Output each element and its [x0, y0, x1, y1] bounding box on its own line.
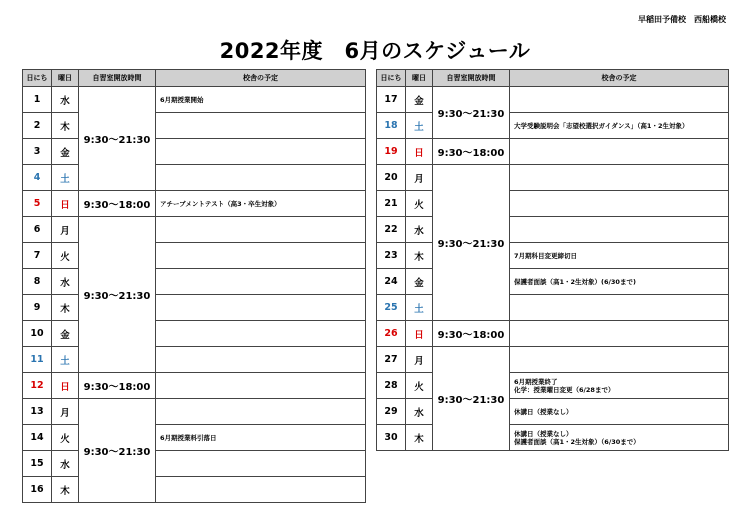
school-name: 早稲田予備校 西船橋校 [638, 15, 726, 24]
schedule-row [377, 321, 729, 347]
day-cell: 25 [377, 295, 406, 321]
weekday-cell: 月 [52, 399, 79, 425]
day-cell: 4 [23, 165, 52, 191]
weekday-cell: 木 [406, 243, 433, 269]
weekday-cell: 木 [52, 113, 79, 139]
header-study-hours: 自習室開放時間 [433, 70, 510, 87]
event-cell [156, 165, 366, 191]
weekday-cell: 木 [406, 425, 433, 451]
schedule-row [23, 477, 366, 503]
schedule-row [377, 425, 729, 451]
event-cell [156, 477, 366, 503]
header-weekday: 曜日 [406, 70, 433, 87]
day-cell: 19 [377, 139, 406, 165]
weekday-cell: 水 [52, 451, 79, 477]
schedule-row [377, 139, 729, 165]
schedule-row [23, 113, 366, 139]
weekday-cell: 月 [406, 347, 433, 373]
event-cell: 休講日（授業なし） [510, 399, 729, 425]
day-cell: 6 [23, 217, 52, 243]
day-cell: 29 [377, 399, 406, 425]
schedule-row [377, 269, 729, 295]
event-cell [510, 191, 729, 217]
weekday-cell: 水 [52, 87, 79, 113]
study-hours-cell: 9:30～21:30 [433, 87, 510, 139]
day-cell: 22 [377, 217, 406, 243]
study-hours-cell: 9:30～18:00 [79, 191, 156, 217]
study-hours-cell: 9:30～21:30 [433, 347, 510, 451]
schedule-row [23, 451, 366, 477]
day-cell: 17 [377, 87, 406, 113]
event-cell [156, 321, 366, 347]
day-cell: 15 [23, 451, 52, 477]
schedule-row [23, 139, 366, 165]
event-cell: 休講日（授業なし） 保護者面談（高1・2生対象）（6/30まで） [510, 425, 729, 451]
day-cell: 23 [377, 243, 406, 269]
weekday-cell: 土 [52, 347, 79, 373]
event-cell [510, 217, 729, 243]
day-cell: 3 [23, 139, 52, 165]
header-events: 校舎の予定 [510, 70, 729, 87]
event-cell [510, 347, 729, 373]
event-cell [510, 321, 729, 347]
weekday-cell: 火 [406, 191, 433, 217]
study-hours-cell: 9:30～18:00 [79, 373, 156, 399]
day-cell: 26 [377, 321, 406, 347]
event-cell [156, 347, 366, 373]
day-cell: 13 [23, 399, 52, 425]
day-cell: 20 [377, 165, 406, 191]
header-date: 日にち [377, 70, 406, 87]
header-study-hours: 自習室開放時間 [79, 70, 156, 87]
event-cell [156, 295, 366, 321]
day-cell: 12 [23, 373, 52, 399]
weekday-cell: 木 [52, 295, 79, 321]
event-cell [156, 373, 366, 399]
table-header-row [23, 70, 366, 87]
weekday-cell: 水 [406, 217, 433, 243]
header-date: 日にち [23, 70, 52, 87]
weekday-cell: 日 [406, 139, 433, 165]
study-hours-cell: 9:30～21:30 [433, 165, 510, 321]
event-cell [510, 87, 729, 113]
weekday-cell: 水 [406, 399, 433, 425]
schedule-row [23, 269, 366, 295]
study-hours-cell: 9:30～18:00 [433, 321, 510, 347]
event-cell [156, 399, 366, 425]
day-cell: 11 [23, 347, 52, 373]
table-header-row [377, 70, 729, 87]
event-cell [156, 217, 366, 243]
study-hours-cell: 9:30～18:00 [433, 139, 510, 165]
event-cell [156, 451, 366, 477]
day-cell: 10 [23, 321, 52, 347]
schedule-row [23, 425, 366, 451]
weekday-cell: 火 [52, 425, 79, 451]
day-cell: 2 [23, 113, 52, 139]
schedule-row [377, 399, 729, 425]
event-cell [156, 113, 366, 139]
weekday-cell: 金 [406, 87, 433, 113]
day-cell: 28 [377, 373, 406, 399]
event-cell: 6月期授業開始 [156, 87, 366, 113]
schedule-row [23, 217, 366, 243]
event-cell [510, 295, 729, 321]
event-cell: 6月期授業終了 化学：授業曜日変更（6/28まで） [510, 373, 729, 399]
schedule-row [23, 373, 366, 399]
schedule-table-right [376, 69, 729, 451]
schedule-row [377, 113, 729, 139]
event-cell: 7月期科目変更締切日 [510, 243, 729, 269]
day-cell: 24 [377, 269, 406, 295]
day-cell: 9 [23, 295, 52, 321]
weekday-cell: 木 [52, 477, 79, 503]
weekday-cell: 水 [52, 269, 79, 295]
study-hours-cell: 9:30～21:30 [79, 217, 156, 373]
weekday-cell: 日 [406, 321, 433, 347]
weekday-cell: 日 [52, 191, 79, 217]
header-weekday: 曜日 [52, 70, 79, 87]
event-cell [156, 269, 366, 295]
day-cell: 7 [23, 243, 52, 269]
header-events: 校舎の予定 [156, 70, 366, 87]
schedule-row [377, 217, 729, 243]
study-hours-cell: 9:30～21:30 [79, 87, 156, 191]
weekday-cell: 土 [406, 295, 433, 321]
schedule-row [377, 87, 729, 113]
weekday-cell: 金 [406, 269, 433, 295]
schedule-row [23, 191, 366, 217]
weekday-cell: 土 [52, 165, 79, 191]
study-hours-cell: 9:30～21:30 [79, 399, 156, 503]
weekday-cell: 月 [52, 217, 79, 243]
schedule-row [23, 243, 366, 269]
schedule-table-left [22, 69, 366, 503]
weekday-cell: 火 [406, 373, 433, 399]
weekday-cell: 月 [406, 165, 433, 191]
schedule-row [23, 321, 366, 347]
weekday-cell: 金 [52, 321, 79, 347]
day-cell: 14 [23, 425, 52, 451]
event-cell: アチーブメントテスト（高3・卒生対象） [156, 191, 366, 217]
event-cell: 6月期授業料引落日 [156, 425, 366, 451]
day-cell: 21 [377, 191, 406, 217]
weekday-cell: 日 [52, 373, 79, 399]
event-cell [156, 243, 366, 269]
day-cell: 5 [23, 191, 52, 217]
schedule-row [377, 347, 729, 373]
day-cell: 27 [377, 347, 406, 373]
event-cell [156, 139, 366, 165]
schedule-row [377, 373, 729, 399]
day-cell: 16 [23, 477, 52, 503]
day-cell: 1 [23, 87, 52, 113]
schedule-row [23, 165, 366, 191]
day-cell: 18 [377, 113, 406, 139]
event-cell [510, 165, 729, 191]
schedule-row [23, 295, 366, 321]
day-cell: 30 [377, 425, 406, 451]
schedule-row [23, 87, 366, 113]
schedule-row [23, 347, 366, 373]
event-cell: 大学受験説明会「志望校選択ガイダンス」（高1・2生対象） [510, 113, 729, 139]
event-cell [510, 139, 729, 165]
weekday-cell: 金 [52, 139, 79, 165]
schedule-row [377, 165, 729, 191]
weekday-cell: 土 [406, 113, 433, 139]
weekday-cell: 火 [52, 243, 79, 269]
schedule-row [377, 295, 729, 321]
schedule-row [377, 243, 729, 269]
page-title: 2022年度 6月のスケジュール [219, 39, 531, 63]
schedule-row [377, 191, 729, 217]
schedule-row [23, 399, 366, 425]
day-cell: 8 [23, 269, 52, 295]
event-cell: 保護者面談（高1・2生対象）(6/30まで) [510, 269, 729, 295]
